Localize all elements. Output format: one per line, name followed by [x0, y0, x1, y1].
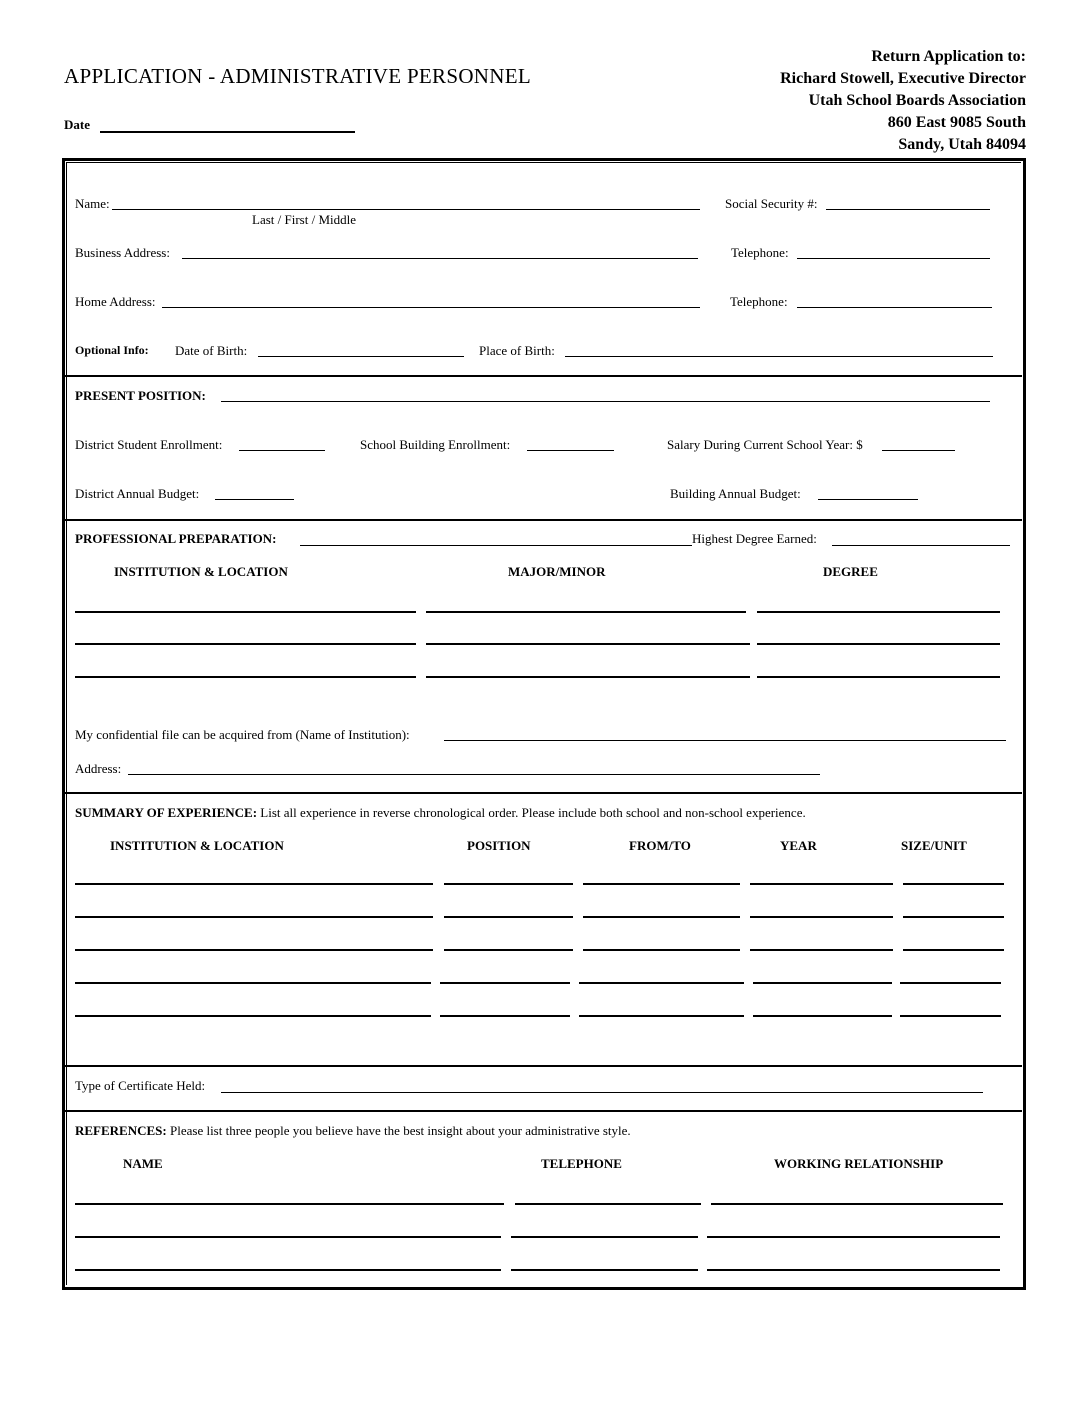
ref-row-2-telephone[interactable]: [511, 1236, 698, 1238]
exp-row-4-from-to[interactable]: [579, 982, 744, 984]
exp-row-1-institution[interactable]: [75, 883, 433, 885]
business-telephone-label: Telephone:: [731, 245, 789, 260]
section-divider: [65, 792, 1022, 794]
certificate-field[interactable]: [221, 1092, 983, 1093]
references-label: REFERENCES:: [75, 1123, 167, 1138]
exp-row-5-from-to[interactable]: [579, 1015, 744, 1017]
ref-col-relationship: WORKING RELATIONSHIP: [774, 1156, 944, 1171]
section-divider: [65, 1110, 1022, 1112]
exp-row-3-institution[interactable]: [75, 949, 433, 951]
district-budget-field[interactable]: [215, 499, 294, 500]
ssn-field[interactable]: [826, 209, 990, 210]
ref-col-telephone: TELEPHONE: [541, 1156, 622, 1171]
confidential-file-field[interactable]: [444, 740, 1006, 741]
ref-row-2-name[interactable]: [75, 1236, 501, 1238]
exp-row-4-year[interactable]: [753, 982, 892, 984]
return-line-4: 860 East 9085 South: [887, 114, 1026, 131]
prep-row-1-major[interactable]: [426, 611, 746, 613]
exp-row-1-from-to[interactable]: [583, 883, 740, 885]
dob-label: Date of Birth:: [175, 343, 248, 358]
district-enrollment-label: District Student Enrollment:: [75, 437, 223, 452]
prep-row-3-major[interactable]: [426, 676, 750, 678]
section-divider: [65, 519, 1022, 521]
ref-col-name: NAME: [123, 1156, 163, 1171]
business-address-label: Business Address:: [75, 245, 170, 260]
exp-row-5-size-unit[interactable]: [900, 1015, 1001, 1017]
prep-row-3-degree[interactable]: [757, 676, 1000, 678]
exp-row-2-position[interactable]: [444, 916, 573, 918]
prep-row-2-degree[interactable]: [757, 643, 1000, 645]
exp-row-3-from-to[interactable]: [583, 949, 740, 951]
exp-col-position: POSITION: [467, 838, 531, 853]
exp-row-1-year[interactable]: [750, 883, 893, 885]
ref-row-2-relationship[interactable]: [707, 1236, 1000, 1238]
dob-field[interactable]: [258, 356, 464, 357]
name-field[interactable]: [112, 209, 700, 210]
prep-row-1-degree[interactable]: [757, 611, 1000, 613]
highest-degree-label: Highest Degree Earned:: [692, 531, 817, 546]
exp-row-2-from-to[interactable]: [583, 916, 740, 918]
home-address-field[interactable]: [162, 307, 700, 308]
ref-row-1-name[interactable]: [75, 1203, 504, 1205]
prep-col-institution: INSTITUTION & LOCATION: [114, 564, 288, 579]
return-line-5: Sandy, Utah 84094: [898, 136, 1026, 153]
building-budget-label: Building Annual Budget:: [670, 486, 801, 501]
prep-row-3-institution[interactable]: [75, 676, 416, 678]
highest-degree-field[interactable]: [832, 545, 1010, 546]
exp-row-1-position[interactable]: [444, 883, 573, 885]
exp-row-2-year[interactable]: [750, 916, 893, 918]
return-line-1: Return Application to:: [871, 48, 1026, 65]
exp-row-5-year[interactable]: [753, 1015, 892, 1017]
home-telephone-field[interactable]: [797, 307, 992, 308]
return-line-2: Richard Stowell, Executive Director: [780, 70, 1026, 87]
present-position-label: PRESENT POSITION:: [75, 388, 206, 403]
confidential-address-field[interactable]: [128, 774, 820, 775]
exp-row-2-size-unit[interactable]: [903, 916, 1004, 918]
prep-col-major: MAJOR/MINOR: [508, 564, 606, 579]
confidential-file-label: My confidential file can be acquired from (Name of Institution):: [75, 727, 410, 742]
exp-row-5-institution[interactable]: [75, 1015, 431, 1017]
home-telephone-label: Telephone:: [730, 294, 788, 309]
date-label: Date: [64, 117, 90, 132]
prep-row-1-institution[interactable]: [75, 611, 416, 613]
exp-row-2-institution[interactable]: [75, 916, 433, 918]
ref-row-1-telephone[interactable]: [515, 1203, 701, 1205]
salary-field[interactable]: [882, 450, 955, 451]
section-divider: [65, 1065, 1022, 1067]
date-field[interactable]: [100, 131, 355, 133]
section-divider: [65, 375, 1022, 377]
present-position-field[interactable]: [221, 401, 990, 402]
professional-preparation-label: PROFESSIONAL PREPARATION:: [75, 531, 277, 546]
experience-label: SUMMARY OF EXPERIENCE:: [75, 805, 258, 820]
name-hint: Last / First / Middle: [252, 212, 356, 227]
business-address-field[interactable]: [182, 258, 698, 259]
prep-col-degree: DEGREE: [823, 564, 878, 579]
building-budget-field[interactable]: [818, 499, 918, 500]
exp-row-5-position[interactable]: [440, 1015, 570, 1017]
form-frame-inner: [66, 162, 1021, 1285]
exp-row-4-size-unit[interactable]: [900, 982, 1001, 984]
district-budget-label: District Annual Budget:: [75, 486, 200, 501]
ssn-label: Social Security #:: [725, 196, 818, 211]
business-telephone-field[interactable]: [797, 258, 990, 259]
references-instruction: Please list three people you believe have the best insight about your administrative style.: [170, 1123, 631, 1138]
ref-row-3-name[interactable]: [75, 1269, 501, 1271]
prep-row-2-institution[interactable]: [75, 643, 416, 645]
exp-row-4-institution[interactable]: [75, 982, 431, 984]
salary-label: Salary During Current School Year: $: [667, 437, 863, 452]
building-enrollment-field[interactable]: [527, 450, 614, 451]
form-title: APPLICATION - ADMINISTRATIVE PERSONNEL: [64, 64, 531, 88]
experience-header: [75, 805, 806, 821]
district-enrollment-field[interactable]: [239, 450, 325, 451]
pob-label: Place of Birth:: [479, 343, 555, 358]
prep-row-2-major[interactable]: [426, 643, 750, 645]
exp-col-institution: INSTITUTION & LOCATION: [110, 838, 284, 853]
confidential-address-label: Address:: [75, 761, 122, 776]
return-line-3: Utah School Boards Association: [808, 92, 1026, 109]
references-header: [75, 1123, 631, 1139]
name-label: Name:: [75, 196, 110, 211]
certificate-label: Type of Certificate Held:: [75, 1078, 206, 1093]
exp-row-4-position[interactable]: [440, 982, 570, 984]
professional-preparation-field[interactable]: [300, 545, 692, 546]
exp-row-3-position[interactable]: [444, 949, 573, 951]
exp-row-1-size-unit[interactable]: [903, 883, 1004, 885]
pob-field[interactable]: [565, 356, 993, 357]
exp-row-3-year[interactable]: [750, 949, 893, 951]
ref-row-3-relationship[interactable]: [707, 1269, 1000, 1271]
exp-row-3-size-unit[interactable]: [903, 949, 1004, 951]
exp-col-year: YEAR: [780, 838, 817, 853]
exp-col-from-to: FROM/TO: [629, 838, 691, 853]
optional-info-label: Optional Info:: [75, 343, 149, 357]
ref-row-1-relationship[interactable]: [711, 1203, 1003, 1205]
exp-col-size-unit: SIZE/UNIT: [901, 838, 967, 853]
experience-instruction: List all experience in reverse chronological order. Please include both school and non-school experience.: [260, 805, 806, 820]
building-enrollment-label: School Building Enrollment:: [360, 437, 511, 452]
home-address-label: Home Address:: [75, 294, 156, 309]
ref-row-3-telephone[interactable]: [511, 1269, 698, 1271]
